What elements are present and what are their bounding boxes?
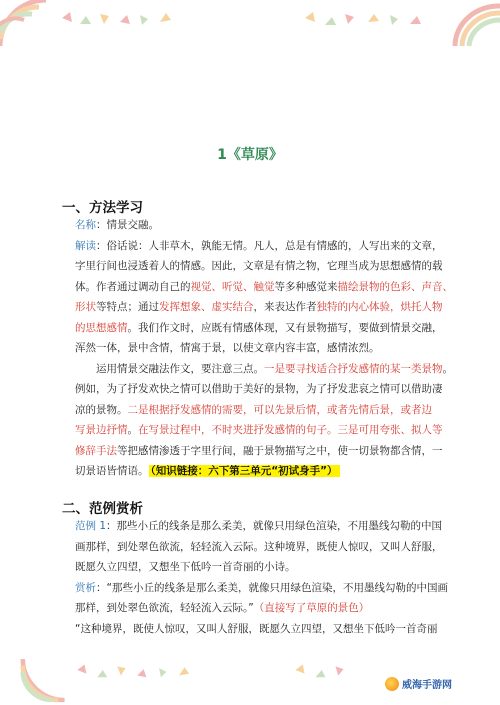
body-text: 字里行间也浸透着人的情感。因此，文章是有情之物，它理当成为思想感情的载 — [75, 260, 443, 272]
points-line — [75, 441, 443, 462]
emphasis-text: （直接写了草原的景色） — [253, 602, 370, 614]
analysis-line — [75, 598, 437, 619]
leaf-pattern-icon — [62, 12, 421, 25]
section-heading-examples: 二、范例赏析 — [62, 501, 143, 517]
emphasis-text: 视觉、听觉、触觉 — [190, 280, 275, 293]
analysis-line — [75, 578, 448, 599]
example-line — [75, 557, 437, 578]
rainbow-bottom-left-icon — [23, 659, 65, 700]
body-text: 例如，为了抒发欢快之情可以借助于美好的景物，为了抒发悲哀之情可以借助凄 — [75, 383, 443, 395]
explain-label: 解读 — [75, 239, 96, 252]
emphasis-text: 写景边抒情 — [75, 424, 128, 436]
page-title: 1《草原》 — [217, 147, 283, 163]
body-text: 运用情景交融法作文，要注意三点。 — [96, 362, 264, 375]
body-text: 既愿久立四望，又想坐下低吟一首奇丽的小诗。 — [75, 561, 296, 573]
explain-paragraph — [75, 236, 453, 359]
explain-line — [75, 338, 437, 359]
leaf-pattern-bottom-icon — [77, 665, 343, 678]
body-text: ：俗话说：人非草木，孰能无情。凡人，总是有情感的，人写出来的文章， — [96, 239, 443, 252]
top-decoration — [0, 0, 500, 50]
body-text: 凉的景物。 — [75, 403, 128, 416]
body-text: 切景语皆情语。 — [75, 465, 149, 477]
points-line — [75, 379, 443, 400]
explain-line — [75, 236, 443, 257]
points-line — [75, 359, 453, 380]
points-line — [75, 461, 437, 482]
rainbow-left-icon — [0, 0, 46, 46]
explain-line — [75, 297, 443, 318]
body-text: 浑然一体，景中含情，情寓于景，以使文章内容丰富，感情浓烈。 — [75, 342, 380, 354]
body-text: “这种境界，既使人惊叹，又叫人舒服，既愿久立四望，又想坐下低吟一首奇丽 — [75, 622, 438, 635]
emphasis-text: 发挥想象、虚实结合 — [159, 301, 254, 313]
emphasis-text: 在写景过程中，不时夹进抒发感情的句子。三是可用夸张、拟人等 — [138, 424, 443, 436]
body-text: 等特点；通过 — [96, 301, 159, 313]
rainbow-right-icon — [455, 6, 500, 46]
points-line — [75, 420, 443, 441]
watermark — [385, 676, 452, 691]
emphasis-text: 独特的内心体验，烘托人物 — [316, 301, 443, 313]
name-line — [75, 215, 437, 236]
body-text: ，来表达作者 — [253, 301, 317, 313]
emphasis-text: 的思想感情 — [75, 321, 128, 334]
emphasis-text: 形状 — [75, 301, 96, 313]
analysis-line — [75, 619, 437, 640]
body-text: 。 — [127, 424, 138, 436]
name-text: ：情景交融。 — [96, 219, 159, 231]
example-line — [75, 516, 443, 537]
explain-line — [75, 277, 453, 298]
explain-line-text — [96, 240, 443, 252]
body-text: 画那样，到处翠色欲流，轻轻流入云际。这种境界，既使人惊叹，又叫人舒服， — [75, 540, 443, 553]
name-label: 名称 — [75, 219, 96, 231]
body-text: ：那些小丘的线条是那么柔美，就像只用绿色渲染，不用墨线勾勒的中国 — [106, 520, 443, 532]
watermark-text: 威海手游网 — [402, 680, 452, 691]
highlight-text: （知识链接：六下第三单元“初试身手”） — [150, 465, 338, 477]
examples-section-body — [75, 516, 448, 639]
example-label: 范例 1 — [75, 520, 107, 532]
points-line — [75, 400, 437, 421]
section-heading-method: 一、方法学习 — [62, 200, 143, 216]
example-line — [75, 537, 443, 558]
body-text: 等多种感觉来 — [274, 280, 338, 293]
body-text: 。 — [442, 362, 453, 375]
emphasis-text: 二是根据抒发感情的需要，可以先景后情，或者先情后景，或者边 — [127, 403, 432, 416]
analysis-label: 赏析 — [75, 581, 96, 594]
watermark-logo-icon — [385, 677, 399, 691]
explain-line — [75, 318, 443, 339]
body-text: ：“那些小丘的线条是那么柔美，就像只用绿色渲染，不用墨线勾勒的中国画 — [96, 581, 448, 594]
body-text: 体。作者通过调动自己的 — [75, 280, 191, 293]
emphasis-text: 修辞手法 — [75, 444, 117, 457]
analysis-line-text — [96, 582, 448, 594]
body-text: 。我们作文时，应既有情感体现，又有景物描写，要做到情景交融， — [127, 321, 443, 334]
three-points-paragraph — [75, 359, 453, 482]
explain-line — [75, 256, 443, 277]
bottom-decoration — [0, 650, 500, 700]
method-section-body — [75, 215, 453, 482]
body-text: 那样，到处翠色欲流，轻轻流入云际。” — [75, 602, 254, 614]
emphasis-text: 一是要寻找适合抒发感情的某一类景物 — [264, 362, 443, 375]
emphasis-text: 描绘景物的色彩、声音、 — [337, 280, 453, 293]
example-line-text — [106, 520, 442, 532]
body-text: 等把感情渗透于字里行间，融于景物描写之中，使一切景物都含情，一 — [117, 444, 443, 457]
